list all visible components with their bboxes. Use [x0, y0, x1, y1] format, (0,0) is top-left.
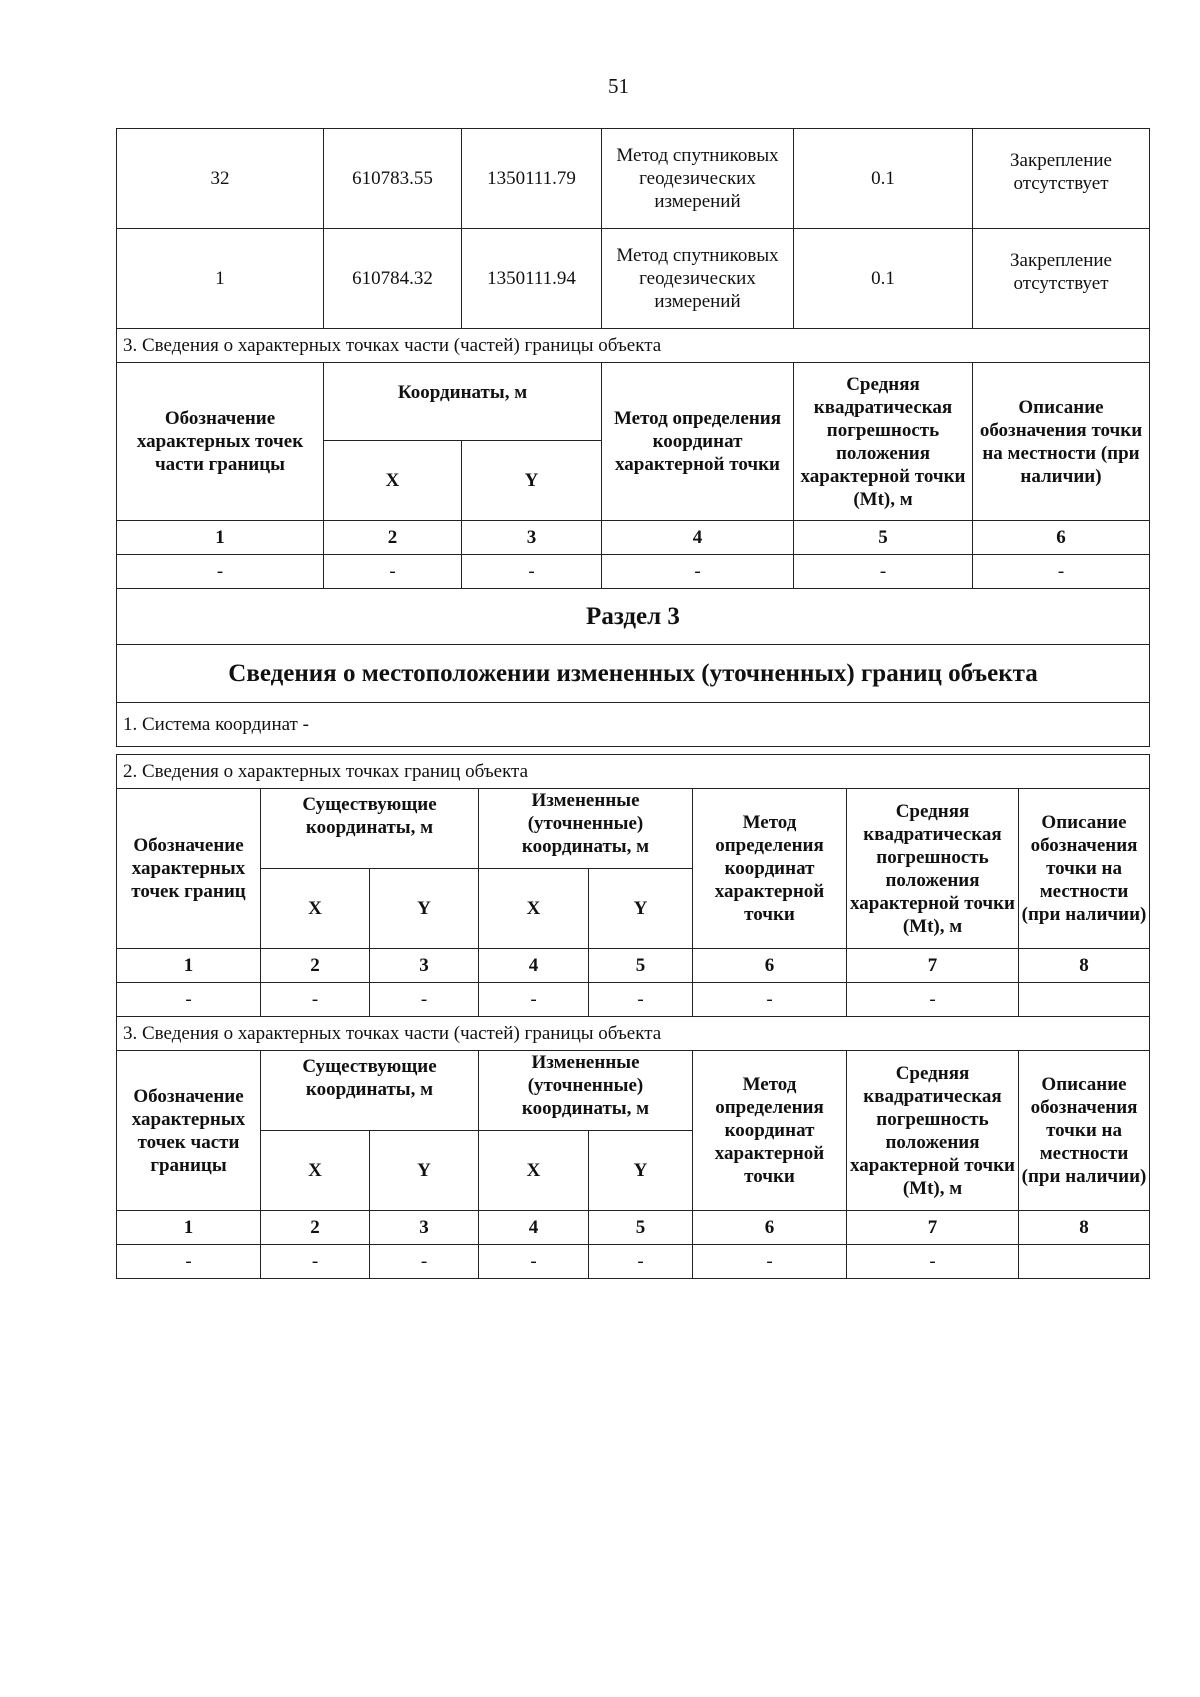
method: Метод спутниковых геодезических измерений	[602, 129, 794, 229]
col-number: 4	[602, 521, 794, 555]
point-number: 32	[117, 129, 324, 229]
table-cell: -	[693, 983, 847, 1017]
table-cell: -	[847, 1245, 1019, 1279]
points-table-six-columns	[116, 128, 1149, 747]
table-cell	[1019, 983, 1150, 1017]
header-existing-coords: Существующие координаты, м	[261, 1051, 479, 1131]
table-row	[117, 1245, 1150, 1279]
header-description: Описание обозначения точки на местности (при наличии)	[973, 363, 1150, 521]
col-number: 7	[847, 949, 1019, 983]
header-y: Y	[462, 441, 602, 521]
table-cell	[1019, 1245, 1150, 1279]
col-number: 6	[693, 1211, 847, 1245]
header-method: Метод определения координат характерной точки	[693, 1051, 847, 1211]
points-table-eight-columns	[116, 754, 1149, 1279]
accuracy: 0.1	[794, 129, 973, 229]
header-x: X	[324, 441, 462, 521]
header-changed-coords: Измененные (уточненные) координаты, м	[479, 789, 693, 869]
coord-y: 1350111.79	[462, 129, 602, 229]
col-number: 6	[973, 521, 1150, 555]
header-method: Метод определения координат характерной точки	[602, 363, 794, 521]
table-cell: -	[794, 555, 973, 589]
col-number: 3	[370, 949, 479, 983]
header-y: Y	[370, 869, 479, 949]
table-cell: -	[693, 1245, 847, 1279]
col-number: 5	[794, 521, 973, 555]
col-number: 4	[479, 1211, 589, 1245]
col-number: 2	[261, 1211, 370, 1245]
header-y: Y	[370, 1131, 479, 1211]
col-number: 1	[117, 1211, 261, 1245]
section-title: Раздел 3	[117, 589, 1150, 645]
header-description: Описание обозначения точки на местности (при наличии)	[1019, 1051, 1150, 1211]
table-cell: -	[117, 555, 324, 589]
header-y: Y	[589, 869, 693, 949]
table-cell: -	[117, 983, 261, 1017]
page-number: 51	[608, 74, 629, 98]
table-cell: -	[370, 983, 479, 1017]
col-number: 5	[589, 1211, 693, 1245]
col-number: 2	[261, 949, 370, 983]
col-number: 1	[117, 949, 261, 983]
table-row	[117, 129, 1150, 229]
col-number: 8	[1019, 949, 1150, 983]
table-row	[117, 983, 1150, 1017]
table-cell: -	[117, 1245, 261, 1279]
table-cell: -	[324, 555, 462, 589]
method: Метод спутниковых геодезических измерений	[602, 229, 794, 329]
part-points-title: 3. Сведения о характерных точках части (частей) границы объекта	[117, 1017, 1150, 1051]
column-numbers-row	[117, 1211, 1150, 1245]
col-number: 8	[1019, 1211, 1150, 1245]
header-x: X	[261, 1131, 370, 1211]
header-x: X	[479, 869, 589, 949]
coord-x: 610784.32	[324, 229, 462, 329]
header-designation: Обозначение характерных точек части границы	[117, 1051, 261, 1211]
table-row	[117, 229, 1150, 329]
table-cell: -	[261, 1245, 370, 1279]
table-cell: -	[370, 1245, 479, 1279]
header-designation: Обозначение характерных точек части границы	[117, 363, 324, 521]
header-accuracy: Средняя квадратическая погрешность положения характерной точки (Mt), м	[794, 363, 973, 521]
table-cell: -	[479, 1245, 589, 1279]
col-number: 3	[370, 1211, 479, 1245]
table-cell: -	[589, 1245, 693, 1279]
header-accuracy: Средняя квадратическая погрешность положения характерной точки (Mt), м	[847, 789, 1019, 949]
table-cell: -	[479, 983, 589, 1017]
col-number: 2	[324, 521, 462, 555]
table-cell: -	[973, 555, 1150, 589]
table-row	[117, 555, 1150, 589]
header-method: Метод определения координат характерной точки	[693, 789, 847, 949]
table-cell: -	[589, 983, 693, 1017]
description: Закрепление отсутствует	[973, 229, 1150, 329]
section-subtitle: Сведения о местоположении измененных (уточненных) границ объекта	[117, 645, 1150, 703]
part-points-title: 3. Сведения о характерных точках части (частей) границы объекта	[117, 329, 1150, 363]
table-cell: -	[261, 983, 370, 1017]
coordinate-system: 1. Система координат -	[117, 703, 1150, 747]
header-accuracy: Средняя квадратическая погрешность положения характерной точки (Mt), м	[847, 1051, 1019, 1211]
col-number: 7	[847, 1211, 1019, 1245]
col-number: 4	[479, 949, 589, 983]
header-description: Описание обозначения точки на местности (при наличии)	[1019, 789, 1150, 949]
accuracy: 0.1	[794, 229, 973, 329]
header-coords: Координаты, м	[324, 363, 602, 441]
header-existing-coords: Существующие координаты, м	[261, 789, 479, 869]
col-number: 1	[117, 521, 324, 555]
col-number: 5	[589, 949, 693, 983]
header-x: X	[479, 1131, 589, 1211]
header-x: X	[261, 869, 370, 949]
table-cell: -	[462, 555, 602, 589]
table-cell: -	[847, 983, 1019, 1017]
coord-y: 1350111.94	[462, 229, 602, 329]
header-designation: Обозначение характерных точек границ	[117, 789, 261, 949]
description: Закрепление отсутствует	[973, 129, 1150, 229]
column-numbers-row	[117, 949, 1150, 983]
coord-x: 610783.55	[324, 129, 462, 229]
boundary-points-title: 2. Сведения о характерных точках границ объекта	[117, 755, 1150, 789]
col-number: 6	[693, 949, 847, 983]
column-numbers-row	[117, 521, 1150, 555]
col-number: 3	[462, 521, 602, 555]
table-cell: -	[602, 555, 794, 589]
header-changed-coords: Измененные (уточненные) координаты, м	[479, 1051, 693, 1131]
point-number: 1	[117, 229, 324, 329]
header-y: Y	[589, 1131, 693, 1211]
